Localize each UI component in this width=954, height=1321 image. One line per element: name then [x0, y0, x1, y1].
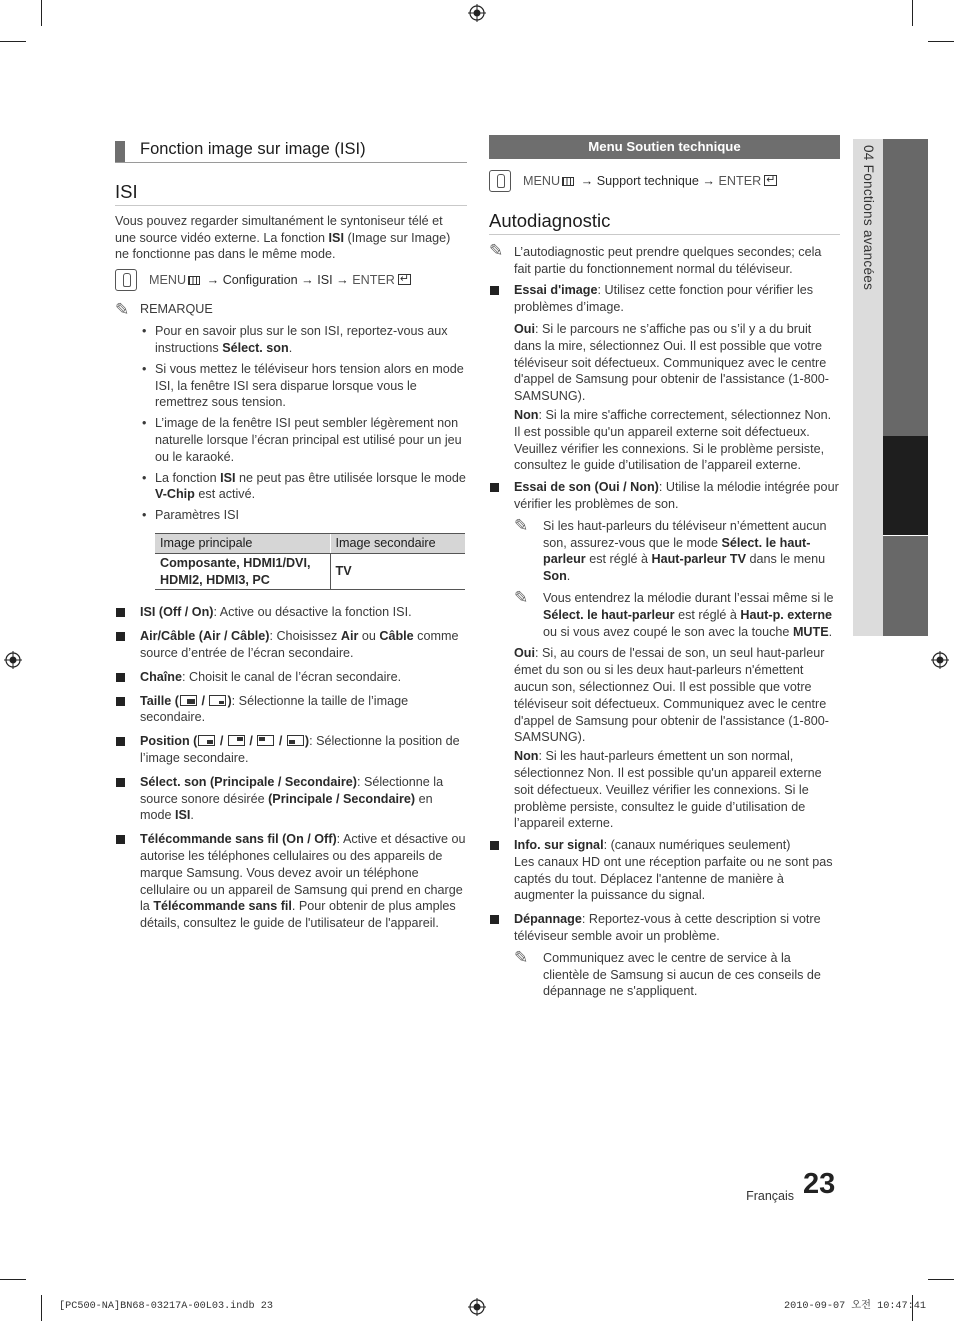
crop-mark	[912, 0, 913, 26]
paragraph-non-image	[489, 407, 840, 474]
item-label: Essai de son (Oui / Non)	[514, 480, 659, 495]
side-tab-current	[883, 436, 928, 535]
note-depannage	[489, 947, 840, 1000]
item-text: : Choisissez	[269, 629, 341, 644]
crop-mark	[928, 41, 954, 42]
position-top-right-icon	[228, 735, 245, 746]
item-label: Position (	[140, 734, 198, 749]
item-text: : Si le parcours ne s’affiche pas ou s’il y a du bruit dans la mire, sélectionnez Oui. Il est possible que votre téléviseur soit défectueux. Communiquez avec le centre d'appel de Samsung pour obtenir de l'assistance (1-800-SAMSUNG).	[514, 321, 829, 404]
menu-path-text	[523, 173, 777, 190]
remote-hand-icon	[115, 269, 137, 291]
item-label: )	[227, 693, 232, 708]
list-item-chaine	[115, 669, 467, 686]
enter-word: ENTER	[718, 173, 762, 188]
list-item-isi-onoff	[115, 604, 467, 621]
list-item-essai-son	[489, 479, 840, 513]
list-item	[142, 361, 467, 411]
menu-isi: ISI	[317, 272, 333, 287]
note-label: REMARQUE	[140, 302, 213, 317]
text-bold: ISI	[220, 470, 236, 485]
item-text: : Sélectionne la source sonore désirée	[140, 774, 444, 806]
crop-mark	[928, 1279, 954, 1280]
item-label: Chaîne	[140, 669, 182, 684]
list-item-depannage	[489, 911, 840, 945]
menu-grid-icon	[188, 276, 200, 285]
section-title-text: Fonction image sur image (ISI)	[140, 140, 366, 158]
menu-word: MENU	[149, 272, 187, 287]
list-item-taille	[115, 693, 467, 727]
text-run: .	[288, 340, 293, 355]
page-number: 23	[803, 1168, 836, 1200]
pencil-note-icon: ✎	[514, 515, 529, 536]
support-menu-title: Menu Soutien technique	[489, 135, 840, 159]
text-run: ou si vous avez coupé le son avec la touche	[543, 624, 793, 639]
item-label: Dépannage	[514, 912, 582, 927]
isi-options-list	[115, 604, 467, 932]
item-label: Info. sur signal	[514, 838, 604, 853]
print-slug-date: 2010-09-07 오전 10:47:41	[784, 1301, 926, 1312]
text-bold: Son	[543, 569, 567, 584]
note-header	[115, 301, 467, 319]
text-run: dans le menu	[745, 552, 826, 567]
item-label: Non	[514, 407, 539, 422]
heading-isi: ISI	[115, 184, 467, 206]
item-text-bold: ISI	[175, 808, 191, 823]
list-item	[142, 323, 467, 357]
table-header: Image secondaire	[330, 533, 465, 553]
arrow: →	[577, 173, 597, 188]
arrow: →	[297, 272, 318, 287]
arrow: →	[698, 173, 719, 188]
text-run: est réglé à	[585, 552, 652, 567]
item-text: Les canaux HD ont une réception parfaite ou ne sont pas captés du tout. Déplacez l'antenne de manière à augmenter la puissance du signal.	[514, 854, 833, 903]
registration-mark-icon	[468, 1298, 486, 1316]
list-item	[142, 470, 467, 504]
item-label: ISI (Off / On)	[140, 605, 214, 620]
item-label: )	[304, 734, 310, 749]
item-label: /	[275, 734, 286, 749]
menu-support: Support technique	[596, 173, 699, 188]
text-run: La fonction	[155, 470, 221, 485]
remote-hand-icon	[489, 170, 511, 192]
text-bold: Sélect. son	[222, 340, 289, 355]
paragraph-non-son	[489, 748, 840, 832]
menu-path-text	[149, 272, 411, 289]
menu-configuration: Configuration	[222, 272, 298, 287]
text-bold: Sélect. le haut-parleur	[543, 607, 675, 622]
crop-mark	[0, 41, 26, 42]
text-run: .	[828, 624, 833, 639]
item-label: /	[197, 693, 209, 708]
list-item	[142, 415, 467, 465]
item-text: : Si, au cours de l'essai de son, un seul haut-parleur émet du son ou si les deux haut-parleurs n'émettent aucun son, sélectionnez Oui. Il est possible que votre téléviseur soit défectueux. Communiquez avec le centre d'appel de Samsung pour obtenir de l'assistance (1-800-SAMSUNG).	[514, 646, 829, 745]
item-text-bold: Télécommande sans fil	[153, 899, 292, 914]
intro-paragraph	[115, 213, 467, 263]
item-text: : Si les haut-parleurs émettent un son normal, sélectionnez Non. Il est possible qu'un appareil externe soit défectueux. Veuillez vérifier les connexions. Si le problème persiste, consultez le guide d’utilisation de l’appareil externe.	[514, 749, 822, 831]
pencil-note-icon: ✎	[115, 300, 130, 321]
arrow: →	[332, 272, 353, 287]
section-title	[115, 138, 467, 163]
item-text: : Utilisez cette fonction pour vérifier les problèmes d’image.	[514, 283, 814, 315]
text-run: Vous entendrez la mélodie durant l’essai même si le	[543, 590, 834, 605]
item-text: en mode	[140, 791, 433, 823]
note-text: Communiquez avec le centre de service à la clientèle de Samsung si aucun de ces conseils de dépannage ne s'appliquent.	[543, 950, 821, 999]
right-column	[489, 135, 840, 1000]
item-text: . Pour obtenir de plus amples détails, consultez le guide de l'utilisateur de l'appareil.	[140, 899, 456, 931]
text-bold: Haut-p. externe	[740, 607, 833, 622]
note-text: L’autodiagnostic peut prendre quelques secondes; cela fait partie du fonctionnement normal du téléviseur.	[514, 244, 822, 276]
item-label: /	[245, 734, 257, 749]
pencil-note-icon: ✎	[489, 240, 504, 261]
list-item-telecommande	[115, 831, 467, 932]
text-bold: ISI	[328, 230, 344, 245]
enter-word: ENTER	[352, 272, 395, 287]
item-label: Oui	[514, 646, 535, 661]
text-run: Paramètres ISI	[155, 508, 239, 523]
paragraph-oui-image	[489, 321, 840, 405]
chapter-side-tab	[853, 139, 928, 636]
item-text: comme source d’entrée de l’écran secondaire.	[140, 629, 459, 660]
table-cell: Composante, HDMI1/DVI, HDMI2, HDMI3, PC	[155, 553, 330, 590]
text-run: est activé.	[194, 487, 256, 502]
item-label: Air/Câble (Air / Câble)	[140, 629, 270, 644]
item-label: /	[216, 734, 227, 749]
menu-word: MENU	[523, 173, 561, 188]
item-label: Sélect. son (Principale / Secondaire)	[140, 774, 357, 789]
menu-path-support	[489, 171, 840, 191]
text-bold: Sélect. le haut-parleur	[543, 535, 811, 567]
item-text-bold: Câble	[379, 629, 414, 644]
text-run: Pour en savoir plus sur le son ISI, reportez-vous aux instructions	[155, 324, 448, 355]
list-item-essai-image	[489, 282, 840, 316]
text-bold: Haut-parleur TV	[651, 552, 746, 567]
text-run: (Image sur Image) ne fonctionne pas dans le même mode.	[115, 230, 451, 262]
item-text: .	[190, 808, 194, 823]
print-slug-file: [PC500-NA]BN68-03217A-00L03.indb 23	[59, 1301, 273, 1312]
item-label: Télécommande sans fil (On / Off)	[140, 832, 337, 847]
isi-parameters-table	[155, 533, 465, 590]
pencil-note-icon: ✎	[514, 587, 529, 608]
registration-mark-icon	[4, 651, 22, 669]
enter-icon	[398, 274, 411, 285]
left-column	[115, 138, 467, 932]
side-tab-dark	[883, 536, 928, 636]
item-text: : Choisit le canal de l’écran secondaire.	[182, 669, 402, 684]
position-top-left-icon	[257, 735, 274, 746]
size-large-icon	[180, 695, 197, 706]
crop-mark	[41, 1295, 42, 1321]
text-bold: V-Chip	[155, 487, 195, 502]
item-text: ou	[358, 629, 380, 644]
arrow: →	[203, 272, 223, 287]
menu-grid-icon	[562, 177, 574, 186]
size-small-icon	[209, 695, 226, 706]
item-text: : Active et désactive ou autorise les téléphones cellulaires ou des appareils de marque Samsung. Vous devez avoir un téléphone cellulaire ou un appareil de Samsung qui prend en charge la	[140, 832, 466, 914]
table-cell: TV	[330, 553, 465, 590]
item-text-bold: Air	[340, 629, 359, 644]
menu-path-isi	[115, 270, 467, 290]
footer-language: Français	[746, 1189, 794, 1203]
list-item-position	[115, 733, 467, 767]
note-son-1	[489, 515, 840, 585]
registration-mark-icon	[931, 651, 949, 669]
list-item-select-son	[115, 774, 467, 824]
item-text: : Active ou désactive la fonction ISI.	[213, 605, 412, 620]
text-run: L’image de la fenêtre ISI peut sembler légèrement non naturelle lorsque l’écran principal est utilisé pour un jeu ou le karaoké.	[155, 416, 462, 464]
paragraph-oui-son	[489, 645, 840, 746]
note-text	[543, 591, 834, 639]
note-text	[543, 519, 827, 583]
position-bottom-left-icon	[287, 735, 304, 746]
note-son-2	[489, 587, 840, 640]
list-item-air-cable	[115, 628, 467, 662]
item-label: Non	[514, 749, 539, 764]
text-run: Si les haut-parleurs du téléviseur n’émettent aucun son, assurez-vous que le mode	[543, 518, 827, 550]
enter-icon	[764, 175, 777, 186]
table-header: Image principale	[155, 533, 330, 553]
item-text-bold: (Principale / Secondaire)	[268, 791, 416, 806]
crop-mark	[41, 0, 42, 26]
item-label: Taille (	[140, 693, 179, 708]
item-text: : Sélectionne la position de l’image secondaire.	[140, 734, 460, 765]
list-item	[142, 507, 467, 524]
heading-autodiagnostic: Autodiagnostic	[489, 213, 840, 235]
item-label: Oui	[514, 321, 535, 336]
text-run: Si vous mettez le téléviseur hors tension alors en mode ISI, la fenêtre ISI sera disparue lorsque vous le remettrez sous tension.	[155, 361, 464, 410]
item-label: Essai d'image	[514, 283, 598, 298]
text-bold: MUTE	[792, 624, 829, 639]
text-run: ne peut pas être utilisée lorsque le mode	[235, 470, 466, 485]
item-text: : Si la mire s'affiche correctement, sélectionnez Non. Il est possible qu'un appareil externe soit défectueux. Veuillez vérifier les connexions. Si le problème persiste, consultez le guide d’utilisation de l’appareil externe.	[514, 407, 832, 473]
text-run: Vous pouvez regarder simultanément le syntoniseur télé et une source vidéo externe. La fonction	[115, 213, 443, 245]
item-text: : (canaux numériques seulement)	[603, 838, 791, 853]
section-bar	[115, 141, 125, 162]
note-autodiagnostic	[489, 240, 840, 278]
remarks-list	[142, 323, 467, 524]
side-tab-dark	[883, 139, 928, 436]
item-text: : Sélectionne la taille de l’image secondaire.	[140, 693, 409, 725]
list-item-info-signal	[489, 837, 840, 904]
registration-mark-icon	[468, 4, 486, 22]
pencil-note-icon: ✎	[514, 947, 529, 968]
text-run: est réglé à	[674, 607, 741, 622]
item-text: : Utilise la mélodie intégrée pour vérifier les problèmes de son.	[514, 480, 839, 511]
text-run: .	[566, 569, 571, 584]
crop-mark	[0, 1279, 26, 1280]
position-bottom-right-icon	[198, 735, 215, 746]
item-text: : Reportez-vous à cette description si votre téléviseur semble avoir un problème.	[514, 912, 821, 944]
chapter-label: 04 Fonctions avancées	[860, 145, 876, 291]
